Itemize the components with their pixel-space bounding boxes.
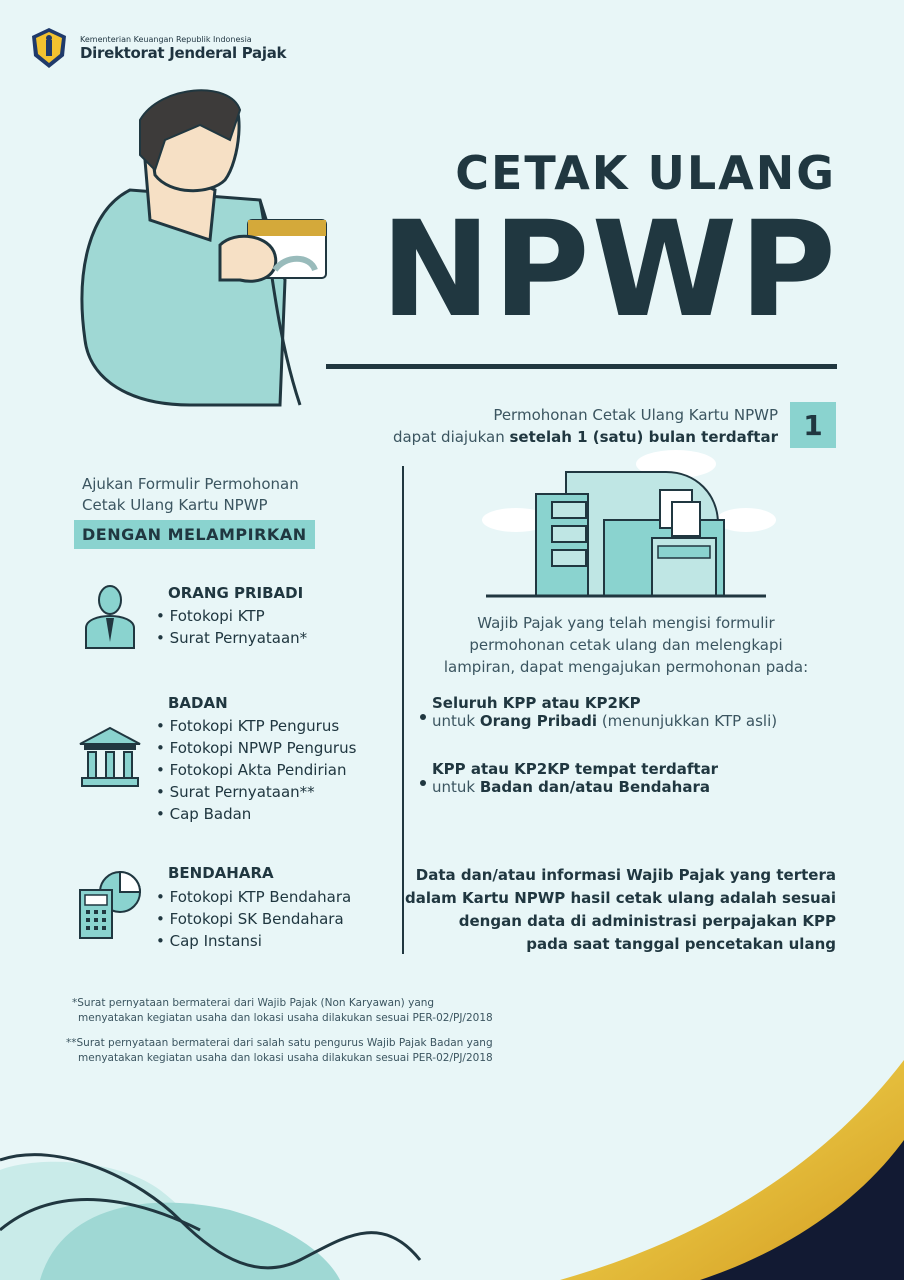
- djp-logo-icon: [28, 26, 70, 70]
- intro-line-2: [393, 426, 778, 448]
- bullet-dot: [420, 780, 426, 786]
- intro-line-2-bold: setelah 1 (satu) bulan terdaftar: [509, 428, 778, 446]
- list-item: • Fotokopi KTP Pengurus: [156, 715, 356, 737]
- list-item: • Fotokopi Akta Pendirian: [156, 759, 356, 781]
- footnote-1-line-1: *Surat pernyataan bermaterai dari Wajib Pajak (Non Karyawan) yang: [72, 997, 435, 1009]
- list-item: • Surat Pernyataan**: [156, 781, 356, 803]
- list-item: • Fotokopi KTP Bendahara: [156, 886, 351, 908]
- location-1-bold: Orang Pribadi: [479, 712, 598, 730]
- ajukan-line-2: Cetak Ulang Kartu NPWP: [82, 496, 268, 514]
- footnote-2-line-1: **Surat pernyataan bermaterai dari salah satu pengurus Wajib Pajak Badan yang: [66, 1037, 493, 1049]
- list-item: • Surat Pernyataan*: [156, 627, 307, 649]
- location-2: [432, 760, 718, 796]
- desc-line-1: Wajib Pajak yang telah mengisi formulir: [477, 614, 775, 632]
- title-line-1: CETAK ULANG: [455, 146, 836, 200]
- footnote-1-line-2: menyatakan kegiatan usaha dan lokasi usaha dilakukan sesuai PER-02/PJ/2018: [78, 1012, 493, 1024]
- right-description: [420, 612, 832, 678]
- footnote-2-line-2: menyatakan kegiatan usaha dan lokasi usaha dilakukan sesuai PER-02/PJ/2018: [78, 1052, 493, 1064]
- location-1-sub: [432, 712, 777, 730]
- group-title-bendahara: BENDAHARA: [168, 864, 274, 882]
- directorate-name: Direktorat Jenderal Pajak: [80, 43, 287, 62]
- intro-text: [393, 404, 778, 448]
- location-2-bold: Badan dan/atau Bendahara: [479, 778, 710, 796]
- location-2-prefix: untuk: [432, 778, 480, 796]
- list-item: • Cap Instansi: [156, 930, 351, 952]
- header: [28, 26, 286, 70]
- location-2-sub: [432, 778, 718, 796]
- footnote-1: [72, 996, 493, 1026]
- closing-line: Data dan/atau informasi Wajib Pajak yang tertera: [415, 866, 836, 884]
- step-badge: 1: [790, 402, 836, 448]
- title-line-2: NPWP: [380, 193, 838, 347]
- location-1-suffix: (menunjukkan KTP asli): [597, 712, 778, 730]
- calculator-icon: [78, 868, 144, 940]
- desc-line-2: permohonan cetak ulang dan melengkapi: [469, 636, 783, 654]
- person-holding-card-illustration: [70, 80, 340, 410]
- list-item: • Cap Badan: [156, 803, 356, 825]
- list-bendahara: [156, 886, 351, 952]
- title-divider: [326, 364, 837, 369]
- location-1-prefix: untuk: [432, 712, 480, 730]
- building-icon: [78, 726, 142, 788]
- location-2-title: KPP atau KP2KP tempat terdaftar: [432, 760, 719, 778]
- closing-line: dengan data di administrasi perpajakan KPP: [458, 912, 836, 930]
- list-orang-pribadi: [156, 605, 307, 649]
- decorative-waves: [0, 1060, 904, 1280]
- ajukan-text: [82, 474, 299, 516]
- list-item: • Fotokopi KTP: [156, 605, 307, 627]
- location-1-title: Seluruh KPP atau KP2KP: [432, 694, 641, 712]
- bullet-dot: [420, 714, 426, 720]
- closing-line: dalam Kartu NPWP hasil cetak ulang adalah sesuai: [405, 889, 836, 907]
- closing-line: pada saat tanggal pencetakan ulang: [526, 935, 836, 953]
- location-1: [432, 694, 777, 730]
- intro-line-2-prefix: dapat diajukan: [392, 428, 510, 446]
- closing-statement: [405, 864, 836, 956]
- column-divider: [402, 466, 404, 954]
- list-badan: [156, 715, 356, 825]
- ministry-name: Kementerian Keuangan Republik Indonesia: [80, 34, 252, 44]
- desc-line-3: lampiran, dapat mengajukan permohonan pada:: [443, 658, 809, 676]
- ajukan-line-1: Ajukan Formulir Permohonan: [82, 475, 299, 493]
- person-icon: [82, 582, 138, 650]
- intro-line-1: Permohonan Cetak Ulang Kartu NPWP: [493, 406, 778, 424]
- group-title-badan: BADAN: [168, 694, 228, 712]
- list-item: • Fotokopi SK Bendahara: [156, 908, 351, 930]
- tax-office-illustration: [456, 450, 786, 600]
- with-attachments-label: DENGAN MELAMPIRKAN: [74, 520, 315, 549]
- group-title-orang-pribadi: ORANG PRIBADI: [168, 584, 304, 602]
- list-item: • Fotokopi NPWP Pengurus: [156, 737, 356, 759]
